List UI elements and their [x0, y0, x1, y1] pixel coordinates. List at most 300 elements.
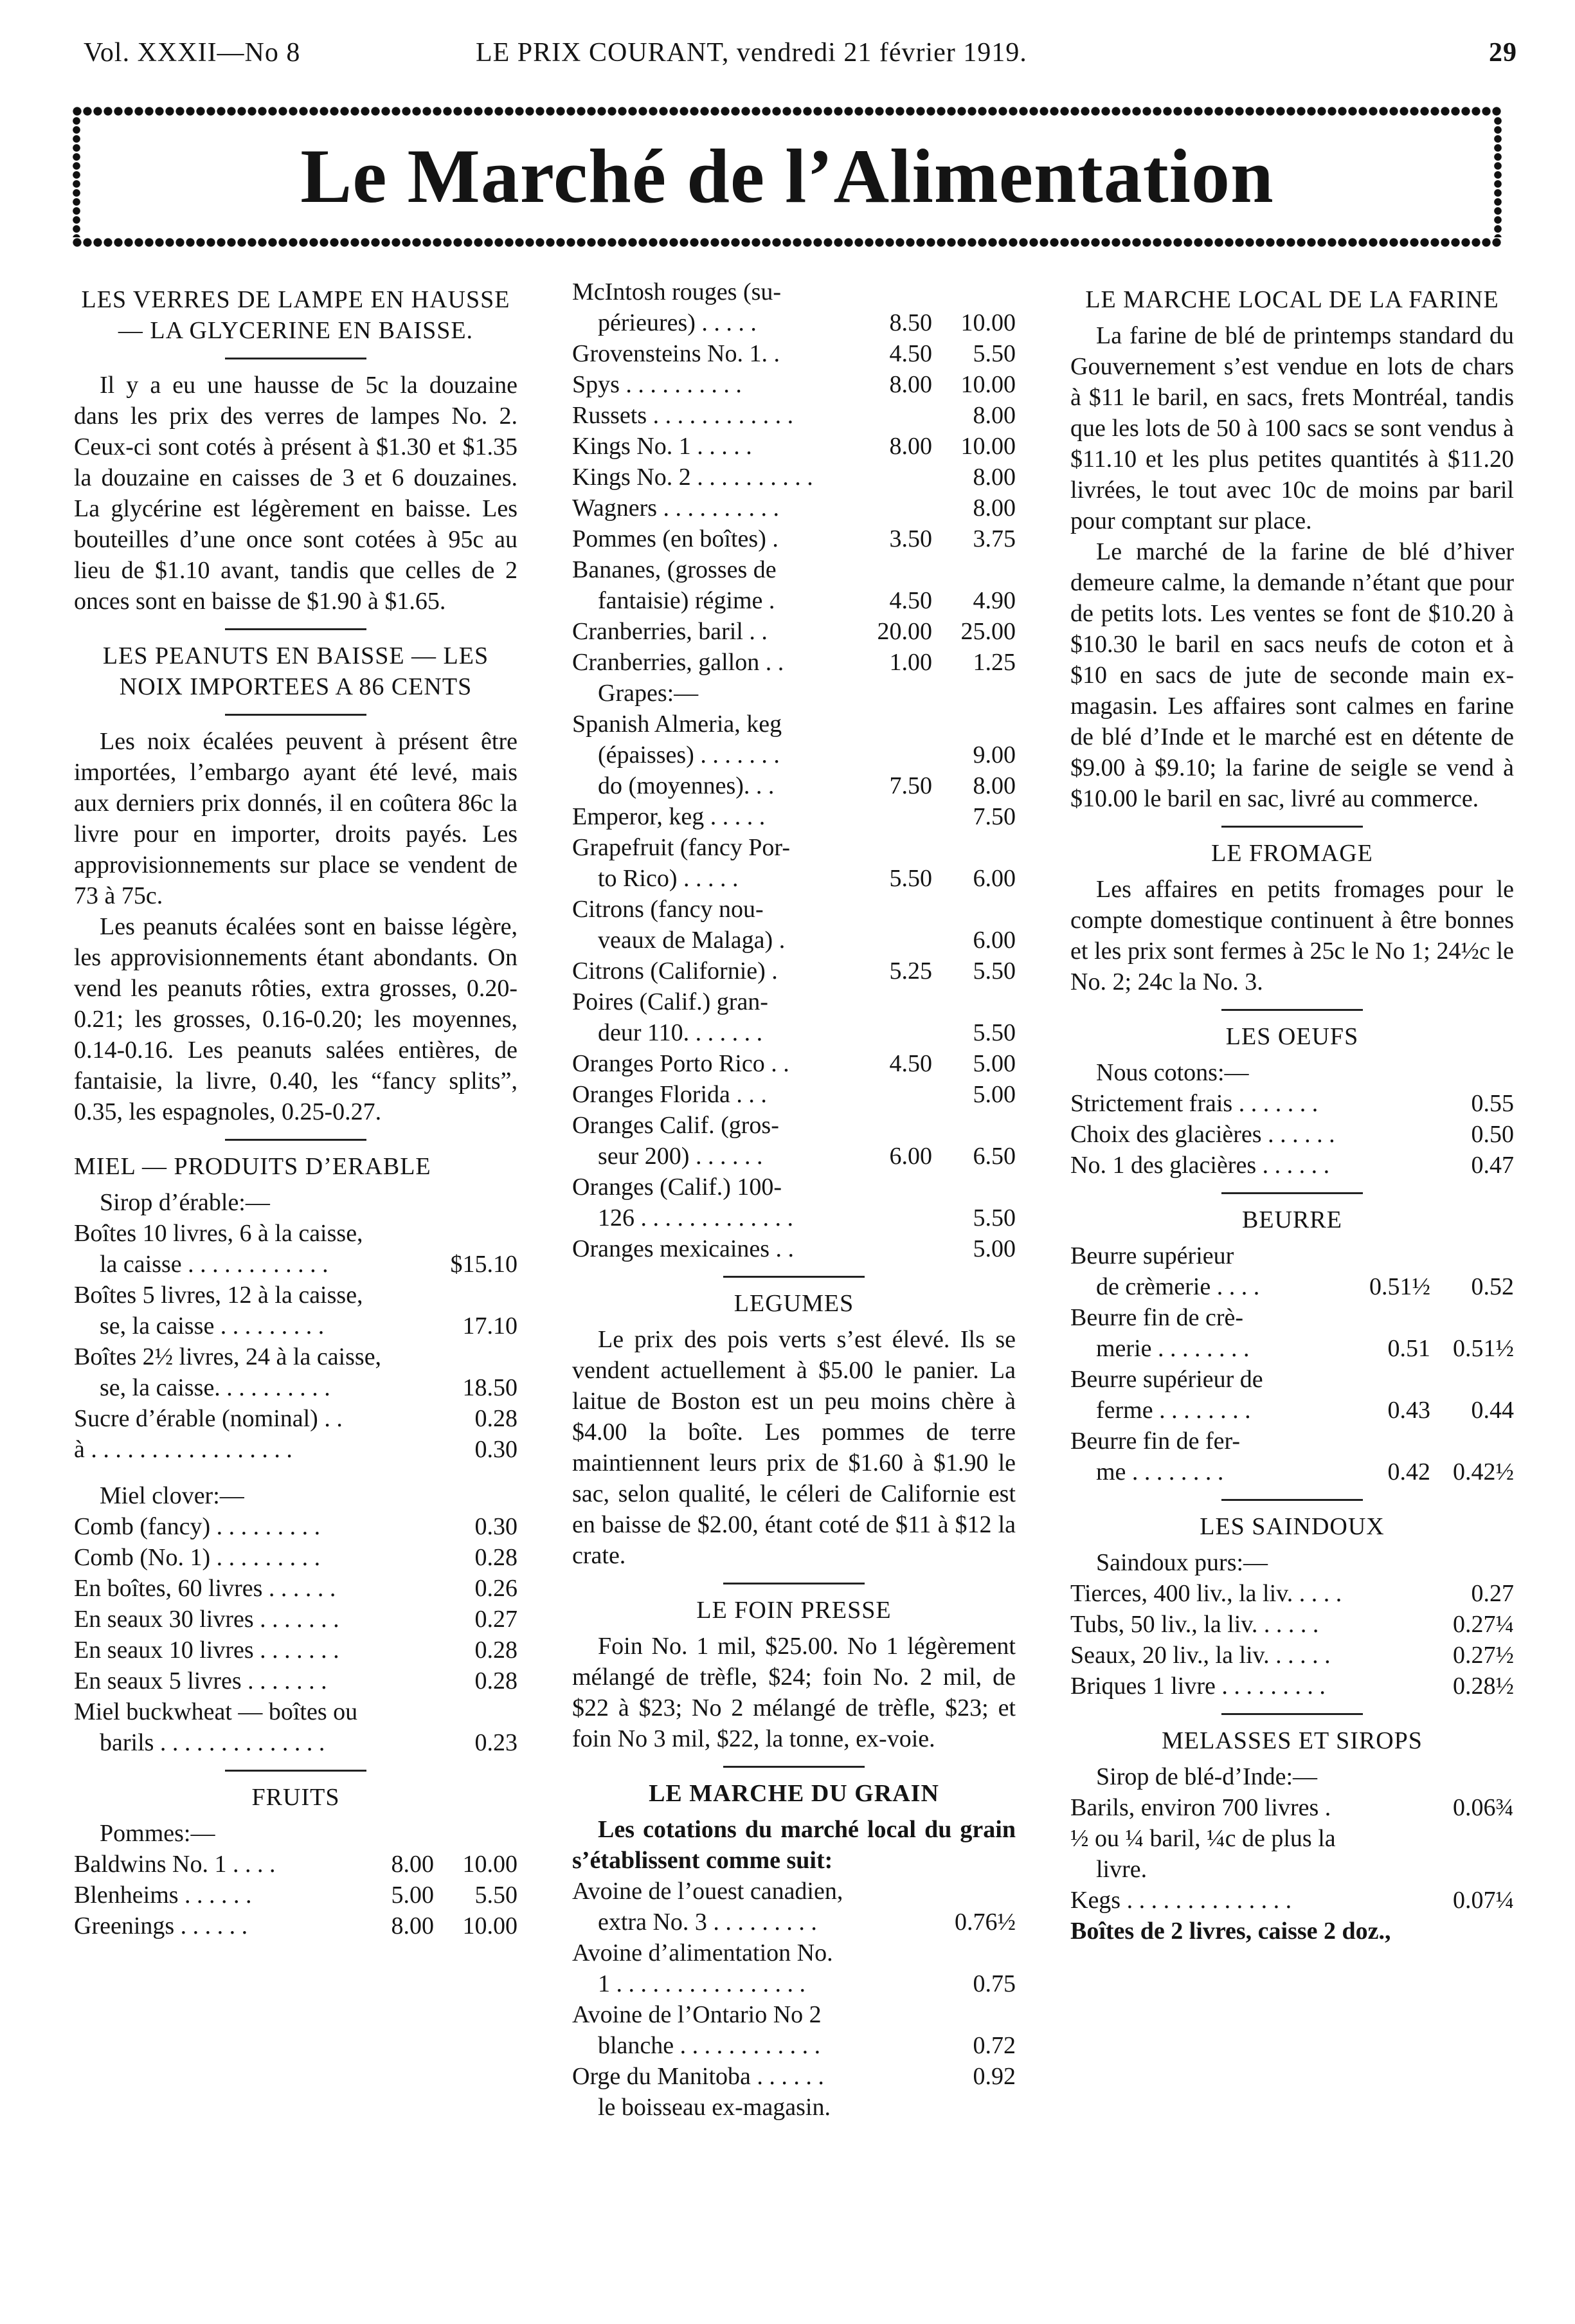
price-row-label: fantaisie) régime . — [598, 587, 775, 614]
price-row — [74, 1666, 518, 1696]
price-row-label: Poires (Calif.) gran- — [572, 988, 768, 1015]
price-low — [350, 1573, 434, 1604]
price-low — [849, 1968, 932, 1999]
price-low — [1347, 1578, 1430, 1609]
price-row-label: deur 110. . . . . . . — [598, 1019, 763, 1046]
price-low — [849, 2030, 932, 2061]
price-row — [572, 832, 1016, 863]
article-heading-beurre: BEURRE — [1242, 1206, 1342, 1233]
price-row-label: Briques 1 livre . . . . . . . . . — [1070, 1673, 1326, 1700]
price-row-label: Miel buckwheat — boîtes ou — [74, 1698, 358, 1725]
price-row-label: Strictement frais . . . . . . . — [1070, 1090, 1318, 1117]
separator — [1221, 826, 1363, 828]
price-row-label: McIntosh rouges (su- — [572, 278, 782, 305]
price-high: 18.50 — [462, 1374, 518, 1401]
price-row — [74, 1372, 518, 1403]
separator — [723, 1276, 865, 1278]
price-high: 17.10 — [462, 1312, 518, 1339]
price-row-label: En seaux 10 livres . . . . . . . — [74, 1637, 339, 1664]
separator — [723, 1766, 865, 1768]
page-header — [77, 37, 1517, 76]
price-row — [572, 462, 1016, 493]
price-low: 5.50 — [889, 865, 932, 892]
price-low — [350, 1666, 434, 1696]
price-row-label: Beurre supérieur de — [1070, 1366, 1263, 1393]
separator — [225, 628, 366, 630]
article-heading-foin: LE FOIN PRESSE — [696, 1597, 892, 1624]
melasses-label: Sirop de blé-d’Inde:— — [1096, 1763, 1318, 1790]
separator — [225, 1770, 366, 1772]
price-row-label: Comb (No. 1) . . . . . . . . . — [74, 1544, 321, 1571]
price-row-label: Barils, environ 700 livres . — [1070, 1794, 1331, 1821]
price-low — [849, 1233, 932, 1264]
price-high: 25.00 — [960, 618, 1016, 645]
price-high: 0.50 — [1471, 1121, 1514, 1148]
price-row-label: Citrons (Californie) . — [572, 958, 778, 985]
oeufs-label: Nous cotons:— — [1096, 1059, 1249, 1086]
price-low: 3.50 — [889, 525, 932, 552]
price-row-label: Baldwins No. 1 . . . . — [74, 1851, 276, 1878]
price-low — [1347, 1150, 1430, 1181]
article-text-foin: Foin No. 1 mil, $25.00. No 1 légèrement mélangé de trèfle, $24; foin No. 2 mil, de $22 à $23; No 2 mélangé de trèfle, $23; et foin No 3 mil, $22, la tonne, ex-voie. — [572, 1633, 1016, 1752]
price-row-label: seur 200) . . . . . . — [598, 1143, 763, 1170]
price-list-pommes — [74, 1849, 518, 1941]
price-low — [350, 1403, 434, 1434]
price-row — [74, 1403, 518, 1434]
price-row — [572, 523, 1016, 554]
price-low: 8.00 — [889, 433, 932, 460]
price-high: 0.28 — [474, 1405, 518, 1432]
price-high: 6.00 — [973, 927, 1016, 954]
price-low — [849, 400, 932, 431]
column-1 — [74, 277, 518, 2298]
price-row — [572, 1999, 1016, 2030]
price-row — [1070, 1916, 1514, 1947]
price-high: 0.30 — [474, 1436, 518, 1463]
price-low — [1347, 1088, 1430, 1119]
price-low — [350, 1604, 434, 1635]
price-row-label: livre. — [1096, 1856, 1148, 1883]
article-text-peanuts-1: Les noix écalées peuvent à présent être importées, l’embargo ayant été levé, mais aux derniers prix donnés, il en coûtera 86c la livre pour en importer, droits payés. Les approvisionnements sur place se vendent de 73 à 75c. — [74, 728, 518, 909]
price-low — [1347, 1671, 1430, 1702]
price-high: $15.10 — [450, 1251, 518, 1278]
article-heading-fruits: FRUITS — [251, 1784, 340, 1811]
banner-top-border — [72, 106, 1502, 116]
price-high: 5.00 — [973, 1050, 1016, 1077]
price-row-label: se, la caisse . . . . . . . . . — [100, 1312, 325, 1339]
price-low — [1347, 1885, 1430, 1916]
price-row — [572, 709, 1016, 740]
price-row — [572, 338, 1016, 369]
price-list-saindoux — [1070, 1578, 1514, 1702]
price-row-label: No. 1 des glacières . . . . . . — [1070, 1152, 1330, 1179]
price-low: 20.00 — [877, 618, 932, 645]
price-row-label: Avoine d’alimentation No. — [572, 1939, 833, 1966]
price-row — [572, 1110, 1016, 1141]
price-row-label: 1 . . . . . . . . . . . . . . . . — [598, 1970, 806, 1997]
price-row-label: En seaux 5 livres . . . . . . . — [74, 1667, 327, 1694]
price-low — [849, 2061, 932, 2092]
price-low — [849, 1907, 932, 1938]
price-high: 1.25 — [973, 649, 1016, 676]
price-row — [572, 863, 1016, 894]
price-high: 0.06¾ — [1453, 1794, 1514, 1821]
separator — [225, 714, 366, 716]
price-list-oeufs — [1070, 1088, 1514, 1181]
price-row — [572, 678, 1016, 709]
price-high: 6.00 — [973, 865, 1016, 892]
price-low: 0.51 — [1387, 1335, 1430, 1362]
saindoux-label: Saindoux purs:— — [1096, 1549, 1268, 1576]
price-row-label: do (moyennes). . . — [598, 772, 775, 799]
price-high: 0.28 — [474, 1667, 518, 1694]
price-row — [572, 1017, 1016, 1048]
price-low: 8.50 — [889, 309, 932, 336]
price-low — [1347, 1792, 1430, 1823]
price-row-label: ferme . . . . . . . . — [1096, 1397, 1251, 1424]
price-row-label: de crèmerie . . . . — [1096, 1273, 1260, 1300]
volume-number: Vol. XXXII—No 8 — [84, 38, 301, 68]
article-text-legumes: Le prix des pois verts s’est élevé. Ils se vendent actuellement à $5.00 le panier. La laitue de Boston est un peu moins chère à $4.00 la boîte. Les pommes de terre maintiennent leurs prix de $1.60 à $1.90 le sac, selon qualité, le céleri de Californie est en baisse de $2.00, étant coté de $11 à $12 la crate. — [572, 1326, 1016, 1569]
price-list-grain — [572, 1876, 1016, 2123]
price-low: 4.50 — [889, 1050, 932, 1077]
price-row-label: Blenheims . . . . . . — [74, 1882, 252, 1909]
price-low: 5.25 — [889, 958, 932, 985]
price-row-label: En seaux 30 livres . . . . . . . — [74, 1606, 339, 1633]
price-low — [849, 1079, 932, 1110]
price-row — [572, 740, 1016, 770]
price-row — [572, 986, 1016, 1017]
price-row-label: Oranges Florida . . . — [572, 1081, 767, 1108]
price-row — [572, 585, 1016, 616]
price-row — [74, 1573, 518, 1604]
price-row — [572, 1141, 1016, 1172]
article-text-farine-1: La farine de blé de printemps standard du Gouvernement s’est vendue en lots de chars à $11 le baril, en sacs, frets Montréal, tandis que les lots de 50 à 100 sacs se sont vendus à $11.10 et les plus petites quantités à $11.20 livrées, le tout avec 10c de moins par baril pour comptant sur place. — [1070, 322, 1514, 534]
price-high: 8.00 — [973, 772, 1016, 799]
clover-label: Miel clover:— — [100, 1482, 244, 1509]
price-row-label: Tierces, 400 liv., la liv. . . . . — [1070, 1580, 1342, 1607]
separator — [1221, 1713, 1363, 1715]
price-row — [572, 431, 1016, 462]
price-low — [849, 801, 932, 832]
price-row-label: se, la caisse. . . . . . . . . . — [100, 1374, 330, 1401]
price-row — [572, 277, 1016, 307]
separator — [723, 1583, 865, 1584]
price-row-label: extra No. 3 . . . . . . . . . — [598, 1909, 817, 1936]
price-high: 10.00 — [462, 1851, 518, 1878]
price-low: 4.50 — [889, 587, 932, 614]
article-text-lampe: Il y a eu une hausse de 5c la douzaine dans les prix des verres de lampes No. 2. Ceux-ci sont cotés à présent à $1.30 et $1.35 la douzaine en caisses de 3 et 6 douzaines. La glycérine est légèrement en baisse. Les bouteilles d’une once sont cotées à 95c au lieu de $1.10 avant, tandis que celles de 2 onces sont en baisse de $1.90 à $1.65. — [74, 372, 518, 615]
price-row — [1070, 1333, 1514, 1364]
price-high: 0.51½ — [1453, 1335, 1514, 1362]
price-row-label: Beurre fin de fer- — [1070, 1428, 1241, 1455]
price-row-label: périeures) . . . . . — [598, 309, 757, 336]
price-row — [572, 1172, 1016, 1203]
price-row-label: Oranges Calif. (gros- — [572, 1112, 779, 1139]
price-low — [350, 1249, 434, 1280]
price-low — [849, 462, 932, 493]
price-high: 4.90 — [973, 587, 1016, 614]
price-high: 8.00 — [973, 402, 1016, 429]
price-row — [1070, 1150, 1514, 1181]
publication-title: LE PRIX COURANT, vendredi 21 février 1919. — [476, 38, 1027, 68]
price-high: 3.75 — [973, 525, 1016, 552]
price-row — [572, 956, 1016, 986]
price-row — [74, 1511, 518, 1542]
price-high: 5.50 — [973, 1019, 1016, 1046]
article-heading-lampe: LES VERRES DE LAMPE EN HAUSSE — LA GLYCERINE EN BAISSE. — [81, 286, 510, 344]
price-row-label: Comb (fancy) . . . . . . . . . — [74, 1513, 321, 1540]
price-row-label: la caisse . . . . . . . . . . . . — [100, 1251, 328, 1278]
separator — [1221, 1009, 1363, 1011]
price-row — [572, 1233, 1016, 1264]
price-row-label: Grapes:— — [598, 680, 699, 707]
price-low: 0.51½ — [1369, 1273, 1430, 1300]
price-high: 0.76½ — [955, 1909, 1016, 1936]
price-row — [572, 1938, 1016, 1968]
price-row-label: Avoine de l’ouest canadien, — [572, 1878, 843, 1905]
price-high: 5.00 — [973, 1081, 1016, 1108]
price-high: 6.50 — [973, 1143, 1016, 1170]
price-low — [849, 493, 932, 523]
price-row-label: Kings No. 2 . . . . . . . . . . — [572, 464, 813, 491]
price-row-label: me . . . . . . . . — [1096, 1458, 1224, 1485]
price-low: 8.00 — [889, 371, 932, 398]
pommes-label: Pommes:— — [100, 1820, 215, 1847]
price-high: 5.00 — [973, 1235, 1016, 1262]
price-row-label: En boîtes, 60 livres . . . . . . — [74, 1575, 336, 1602]
price-low: 7.50 — [889, 772, 932, 799]
price-high: 10.00 — [960, 371, 1016, 398]
price-row — [74, 1311, 518, 1341]
price-row-label: Oranges Porto Rico . . — [572, 1050, 789, 1077]
price-low: 0.43 — [1387, 1397, 1430, 1424]
price-row-label: Boîtes 2½ livres, 24 à la caisse, — [74, 1343, 382, 1370]
article-text-peanuts-2: Les peanuts écalées sont en baisse légère, les approvisionnements étant abondants. On vend les peanuts rôties, extra grosses, 0.20-0.21; les grosses, 0.16-0.20; les moyennes, 0.14-0.16. Les peanuts salées entières, de fantaisie, la livre, 0.40, les “fancy splits”, 0.35, les espagnoles, 0.25-0.27. — [74, 913, 518, 1125]
price-row-label: to Rico) . . . . . — [598, 865, 739, 892]
price-row — [74, 1218, 518, 1249]
price-high: 0.28 — [474, 1637, 518, 1664]
price-row — [1070, 1426, 1514, 1457]
price-row-label: Kings No. 1 . . . . . — [572, 433, 752, 460]
price-row — [572, 616, 1016, 647]
price-list-fruits-cont — [572, 277, 1016, 1264]
price-low — [350, 1511, 434, 1542]
price-row-label: Russets . . . . . . . . . . . . — [572, 402, 794, 429]
price-row — [1070, 1119, 1514, 1150]
price-high: 5.50 — [973, 958, 1016, 985]
price-row-label: blanche . . . . . . . . . . . . — [598, 2032, 821, 2059]
price-row-label: 126 . . . . . . . . . . . . . — [598, 1204, 793, 1231]
price-high: 5.50 — [973, 1204, 1016, 1231]
article-text-fromage: Les affaires en petits fromages pour le compte domestique continuent à être bonnes et les prix sont fermes à 25c le No 1; 24½c le No. 2; 24c la No. 3. — [1070, 876, 1514, 995]
price-low — [1347, 1609, 1430, 1640]
price-row-label: Boîtes 5 livres, 12 à la caisse, — [74, 1282, 363, 1309]
price-high: 0.27 — [474, 1606, 518, 1633]
price-low — [1347, 1119, 1430, 1150]
price-row-label: ½ ou ¼ baril, ¼c de plus la — [1070, 1825, 1336, 1852]
price-low — [1347, 1640, 1430, 1671]
price-row — [572, 400, 1016, 431]
article-heading-legumes: LEGUMES — [734, 1290, 854, 1317]
price-low: 8.00 — [391, 1912, 434, 1939]
price-row-label: Orge du Manitoba . . . . . . — [572, 2063, 824, 2090]
price-high: 8.00 — [973, 495, 1016, 522]
price-row-label: Spanish Almeria, keg — [572, 711, 782, 738]
price-row-label: Sucre d’érable (nominal) . . — [74, 1405, 343, 1432]
price-row-label: veaux de Malaga) . — [598, 927, 786, 954]
price-high: 0.47 — [1471, 1152, 1514, 1179]
price-high: 0.27¼ — [1453, 1611, 1514, 1638]
price-row — [572, 554, 1016, 585]
price-list-beurre — [1070, 1240, 1514, 1487]
price-row — [74, 1696, 518, 1727]
price-low — [350, 1434, 434, 1465]
price-row — [572, 1048, 1016, 1079]
price-low: 8.00 — [391, 1851, 434, 1878]
price-row — [1070, 1885, 1514, 1916]
price-row — [1070, 1578, 1514, 1609]
article-heading-melasses: MELASSES ET SIROPS — [1162, 1727, 1423, 1754]
price-row — [572, 1907, 1016, 1938]
price-list-sirop — [74, 1218, 518, 1465]
price-row — [74, 1341, 518, 1372]
price-list-clover — [74, 1511, 518, 1758]
price-row — [74, 1434, 518, 1465]
article-text-farine-2: Le marché de la farine de blé d’hiver demeure calme, la demande n’étant que pour de petits lots. Les ventes se font de $10.20 à $10.30 le baril en sacs neufs de coton et à $10 en sacs de jute de seconde main ex-magasin. Les affaires sont calmes en farine de blé d’Inde et le marché est en détente de $9.00 à $9.10; la farine de seigle se vend à $10.00 le baril en sac, livré au commerce. — [1070, 538, 1514, 812]
price-row — [74, 1542, 518, 1573]
article-heading-grain: LE MARCHE DU GRAIN — [649, 1780, 939, 1807]
price-row — [74, 1280, 518, 1311]
price-low — [350, 1372, 434, 1403]
price-row — [74, 1727, 518, 1758]
price-row — [572, 647, 1016, 678]
price-high: 8.00 — [973, 464, 1016, 491]
price-row — [572, 1968, 1016, 1999]
banner-title: Le Marché de l’Alimentation — [300, 133, 1274, 219]
sirop-label: Sirop d’érable:— — [100, 1189, 270, 1216]
price-low: 6.00 — [889, 1143, 932, 1170]
separator — [225, 358, 366, 359]
price-row-label: Spys . . . . . . . . . . — [572, 371, 742, 398]
price-row — [1070, 1271, 1514, 1302]
page-number: 29 — [1489, 38, 1517, 68]
price-low: 4.50 — [889, 340, 932, 367]
price-row — [1070, 1854, 1514, 1885]
price-high: 0.72 — [973, 2032, 1016, 2059]
price-row-label: Wagners . . . . . . . . . . — [572, 495, 779, 522]
price-high: 9.00 — [973, 741, 1016, 768]
article-heading-saindoux: LES SAINDOUX — [1200, 1513, 1385, 1540]
price-row-label: Beurre fin de crè- — [1070, 1304, 1244, 1331]
price-high: 10.00 — [462, 1912, 518, 1939]
price-high: 0.30 — [474, 1513, 518, 1540]
price-high: 0.07¼ — [1453, 1887, 1514, 1914]
price-low — [849, 925, 932, 956]
price-low — [849, 1017, 932, 1048]
price-row — [572, 2092, 1016, 2123]
separator — [1221, 1499, 1363, 1501]
price-row — [1070, 1609, 1514, 1640]
price-row — [572, 307, 1016, 338]
price-row — [572, 770, 1016, 801]
price-row-label: merie . . . . . . . . — [1096, 1335, 1250, 1362]
price-row — [572, 1203, 1016, 1233]
price-row-label: Oranges (Calif.) 100- — [572, 1174, 782, 1201]
price-row — [74, 1604, 518, 1635]
price-row — [1070, 1240, 1514, 1271]
price-row-label: Citrons (fancy nou- — [572, 896, 764, 923]
price-row — [1070, 1302, 1514, 1333]
section-banner — [72, 106, 1502, 248]
price-low: 0.42 — [1387, 1458, 1430, 1485]
price-high: 0.42½ — [1453, 1458, 1514, 1485]
price-row — [1070, 1395, 1514, 1426]
price-row-label: Greenings . . . . . . — [74, 1912, 248, 1939]
price-row-label: Pommes (en boîtes) . — [572, 525, 779, 552]
price-high: 10.00 — [960, 309, 1016, 336]
article-intro-grain: Les cotations du marché local du grain s’établissent comme suit: — [572, 1816, 1016, 1874]
price-row-label: Seaux, 20 liv., la liv. . . . . . — [1070, 1642, 1331, 1669]
price-high: 0.27 — [1471, 1580, 1514, 1607]
price-low: 1.00 — [889, 649, 932, 676]
price-row-label: le boisseau ex-magasin. — [598, 2094, 831, 2121]
price-row — [572, 493, 1016, 523]
price-row-label: Choix des glacières . . . . . . — [1070, 1121, 1335, 1148]
price-row — [1070, 1088, 1514, 1119]
price-row — [1070, 1457, 1514, 1487]
price-row — [1070, 1640, 1514, 1671]
price-row-label: barils . . . . . . . . . . . . . . — [100, 1729, 325, 1756]
price-row — [1070, 1364, 1514, 1395]
price-low — [849, 740, 932, 770]
article-heading-oeufs: LES OEUFS — [1225, 1023, 1359, 1050]
price-high: 0.26 — [474, 1575, 518, 1602]
price-high: 0.92 — [973, 2063, 1016, 2090]
price-row — [572, 369, 1016, 400]
price-row-label: Kegs . . . . . . . . . . . . . . — [1070, 1887, 1292, 1914]
price-row — [572, 2061, 1016, 2092]
price-low — [350, 1635, 434, 1666]
price-row — [572, 1079, 1016, 1110]
price-row — [74, 1635, 518, 1666]
price-row — [74, 1911, 518, 1941]
price-low — [849, 1203, 932, 1233]
article-heading-miel: MIEL — PRODUITS D’ERABLE — [74, 1153, 431, 1180]
price-high: 0.27½ — [1453, 1642, 1514, 1669]
price-row-label: Beurre supérieur — [1070, 1242, 1234, 1269]
price-row — [74, 1849, 518, 1880]
price-high: 5.50 — [474, 1882, 518, 1909]
price-high: 7.50 — [973, 803, 1016, 830]
price-row-label: Cranberries, gallon . . — [572, 649, 784, 676]
article-heading-farine: LE MARCHE LOCAL DE LA FARINE — [1085, 286, 1499, 313]
price-high: 10.00 — [960, 433, 1016, 460]
price-row — [572, 894, 1016, 925]
price-low — [350, 1542, 434, 1573]
article-heading-peanuts: LES PEANUTS EN BAISSE — LES NOIX IMPORTEES A 86 CENTS — [102, 642, 489, 700]
price-row — [1070, 1792, 1514, 1823]
price-row-label: Boîtes de 2 livres, caisse 2 doz., — [1070, 1918, 1391, 1945]
banner-bottom-border — [72, 237, 1502, 248]
separator — [1221, 1192, 1363, 1194]
price-row — [1070, 1671, 1514, 1702]
price-row-label: Bananes, (grosses de — [572, 556, 777, 583]
price-row-label: à . . . . . . . . . . . . . . . . . — [74, 1436, 292, 1463]
price-high: 0.55 — [1471, 1090, 1514, 1117]
price-row-label: Emperor, keg . . . . . — [572, 803, 766, 830]
price-row-label: Cranberries, baril . . — [572, 618, 768, 645]
